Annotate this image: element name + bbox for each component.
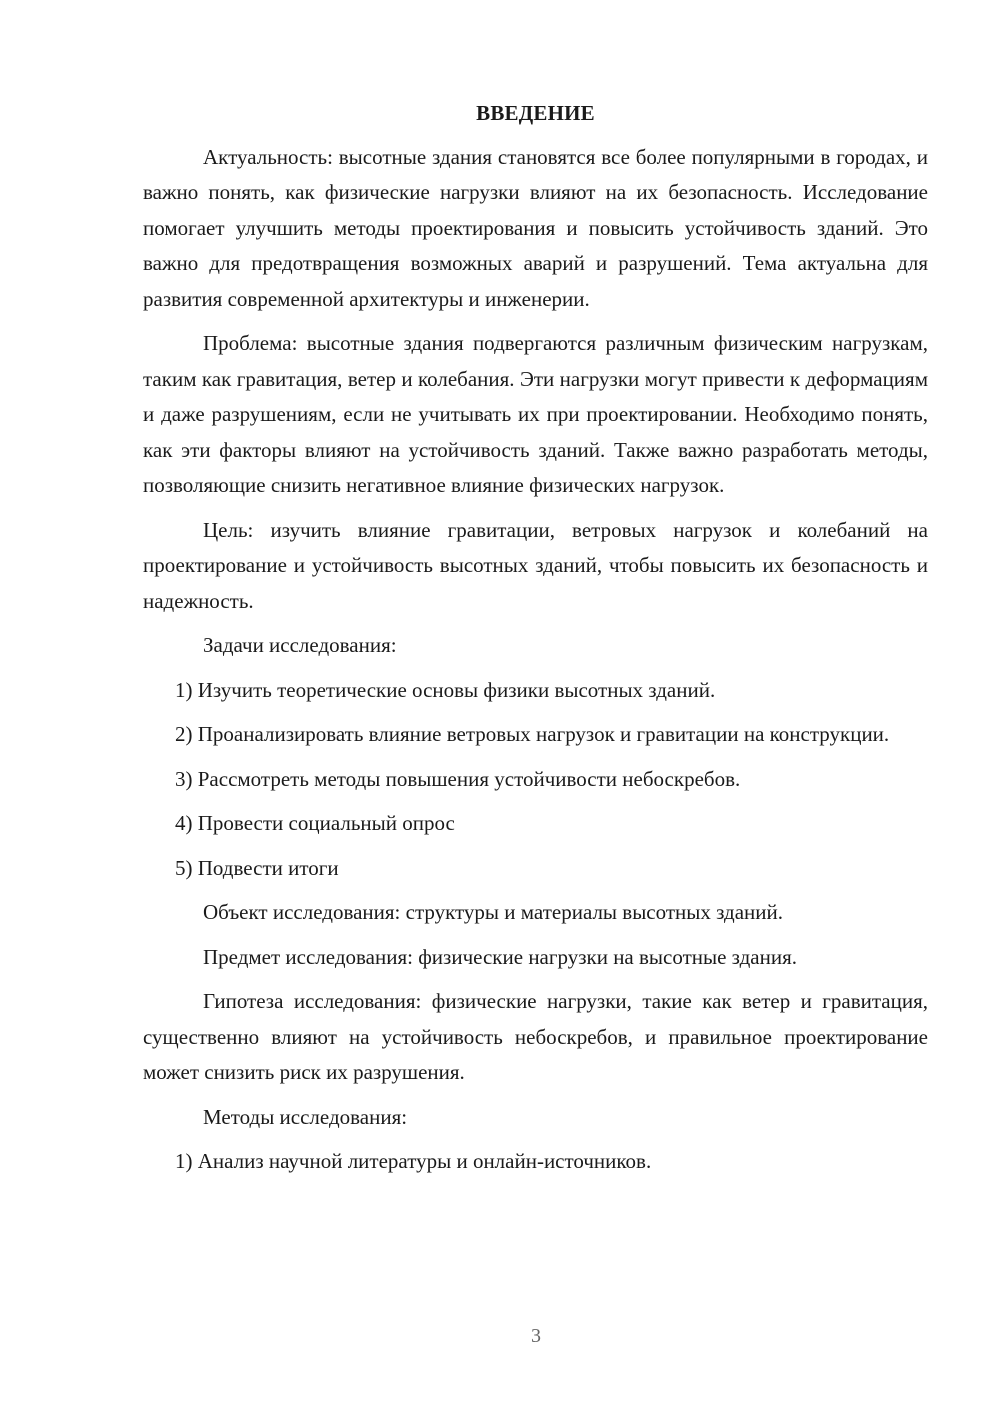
tasks-heading: Задачи исследования: xyxy=(203,633,397,657)
problem-paragraph: Проблема: высотные здания подвергаются различным физическим нагрузкам, таким как гравитация, ветер и колебания. Эти нагрузки могут привести к деформациям и даже разрушениям, если не учитывать их при проектировании. Необходимо понять, как эти факторы влияют на устойчивость зданий. Также важно разработать методы, позволяющие снизить негативное влияние физических нагрузок. xyxy=(143,331,928,497)
method-item-1: 1) Анализ научной литературы и онлайн-источников. xyxy=(175,1149,652,1173)
subject-paragraph: Предмет исследования: физические нагрузки на высотные здания. xyxy=(203,944,797,969)
task-item-5: 5) Подвести итоги xyxy=(175,855,339,880)
hypothesis-paragraph: Гипотеза исследования: физические нагрузки, такие как ветер и гравитация, существенно влияют на устойчивость небоскребов, и правильное проектирование может снизить риск их разрушения. xyxy=(143,989,928,1084)
task-item-1: 1) Изучить теоретические основы физики высотных зданий. xyxy=(175,677,716,702)
object-paragraph: Объект исследования: структуры и материалы высотных зданий. xyxy=(203,900,784,924)
page-content xyxy=(143,96,928,1189)
task-item-2: 2) Проанализировать влияние ветровых нагрузок и гравитации на конструкции. xyxy=(175,722,890,746)
page-number: 3 xyxy=(531,1325,541,1347)
methods-heading: Методы исследования: xyxy=(203,1104,408,1129)
section-title: ВВЕДЕНИЕ xyxy=(476,101,595,125)
task-item-4: 4) Провести социальный опрос xyxy=(175,811,455,835)
goal-paragraph: Цель: изучить влияние гравитации, ветровых нагрузок и колебаний на проектирование и устойчивость высотных зданий, чтобы повысить их безопасность и надежность. xyxy=(143,517,928,613)
task-item-3: 3) Рассмотреть методы повышения устойчивости небоскребов. xyxy=(175,766,741,791)
relevance-paragraph: Актуальность: высотные здания становятся все более популярными в городах, и важно понять, как физические нагрузки влияют на их безопасность. Исследование помогает улучшить методы проектирования и повысить устойчивость зданий. Это важно для предотвращения возможных аварий и разрушений. Тема актуальна для развития современной архитектуры и инженерии. xyxy=(143,144,928,311)
